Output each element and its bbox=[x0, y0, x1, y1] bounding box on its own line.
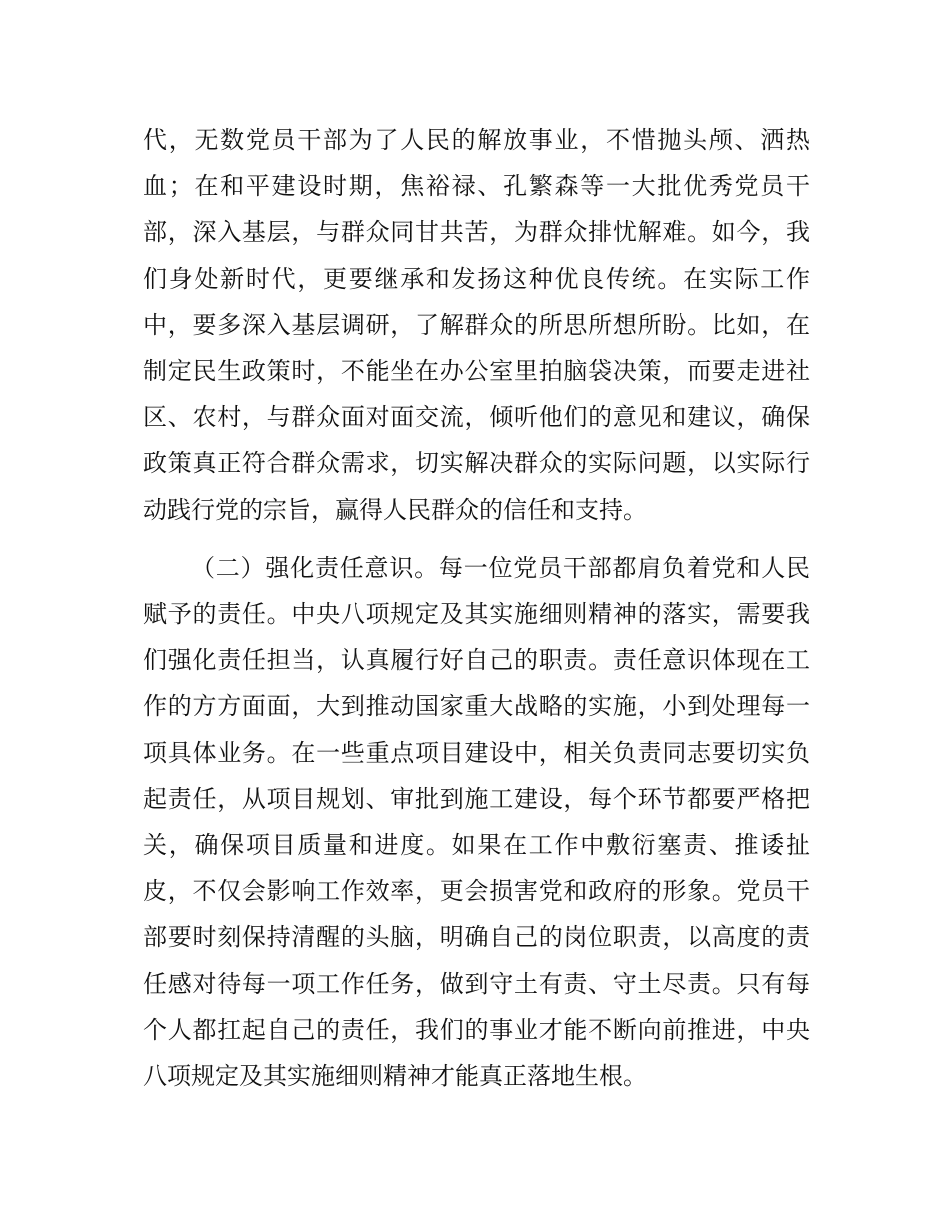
paragraph-section-two: （二）强化责任意识。每一位党员干部都肩负着党和人民赋予的责任。中央八项规定及其实施细则精神的落实，需要我们强化责任担当，认真履行好自己的职责。责任意识体现在工作的方方面面，大到推动国家重大战略的实施，小到处理每一项具体业务。在一些重点项目建设中，相关负责同志要切实负起责任，从项目规划、审批到施工建设，每个环节都要严格把关，确保项目质量和进度。如果在工作中敷衍塞责、推诿扯皮，不仅会影响工作效率，更会损害党和政府的形象。党员干部要时刻保持清醒的头脑，明确自己的岗位职责，以高度的责任感对待每一项工作任务，做到守土有责、守土尽责。只有每个人都扛起自己的责任，我们的事业才能不断向前推进，中央八项规定及其实施细则精神才能真正落地生根。 bbox=[143, 553, 810, 1091]
document-body bbox=[143, 117, 810, 1099]
paragraph-continuation: 代，无数党员干部为了人民的解放事业，不惜抛头颅、洒热血；在和平建设时期，焦裕禄、孔繁森等一大批优秀党员干部，深入基层，与群众同甘共苦，为群众排忧解难。如今，我们身处新时代，更要继承和发扬这种优良传统。在实际工作中，要多深入基层调研，了解群众的所思所想所盼。比如，在制定民生政策时，不能坐在办公室里拍脑袋决策，而要走进社区、农村，与群众面对面交流，倾听他们的意见和建议，确保政策真正符合群众需求，切实解决群众的实际问题，以实际行动践行党的宗旨，赢得人民群众的信任和支持。 bbox=[143, 126, 810, 524]
